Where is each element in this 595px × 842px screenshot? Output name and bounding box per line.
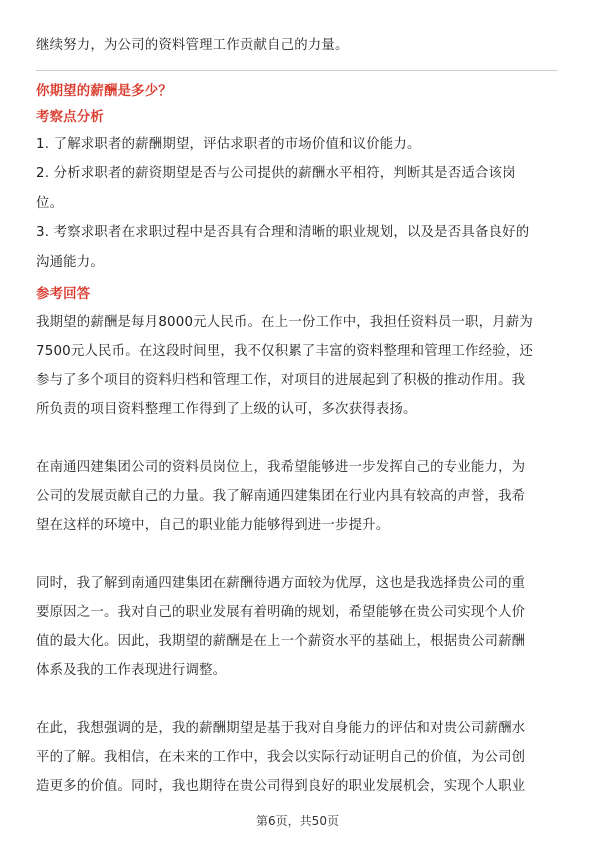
answer-line: 体系及我的工作表现进行调整。 [36, 663, 227, 678]
analysis-point: 1. 了解求职者的薪酬期望，评估求职者的市场价值和议价能力。 [36, 137, 421, 152]
section-divider [36, 70, 558, 71]
answer-line: 要原因之一。我对自己的职业发展有着明确的规划，希望能够在贵公司实现个人价 [36, 605, 526, 620]
answer-heading: 参考回答 [36, 287, 91, 302]
answer-line: 平的了解。我相信，在未来的工作中，我会以实际行动证明自己的价值，为公司创 [36, 750, 526, 765]
analysis-point: 3. 考察求职者在求职过程中是否具有合理和清晰的职业规划，以及是否具备良好的 [36, 225, 530, 240]
analysis-point: 沟通能力。 [36, 255, 104, 270]
question-heading: 你期望的薪酬是多少？ [36, 84, 172, 99]
answer-line: 公司的发展贡献自己的力量。我了解南通四建集团在行业内具有较高的声誉，我希 [36, 489, 526, 504]
answer-line: 造更多的价值。同时，我也期待在贵公司得到良好的职业发展机会，实现个人职业 [36, 779, 526, 794]
analysis-point: 位。 [36, 196, 64, 211]
answer-line: 值的最大化。因此，我期望的薪酬是在上一个薪资水平的基础上，根据贵公司薪酬 [36, 634, 526, 649]
answer-line: 在此，我想强调的是，我的薪酬期望是基于我对自身能力的评估和对贵公司薪酬水 [36, 721, 526, 736]
answer-line: 参与了多个项目的资料归档和管理工作，对项目的进展起到了积极的推动作用。我 [36, 373, 526, 388]
intro-line: 继续努力，为公司的资料管理工作贡献自己的力量。 [36, 38, 349, 53]
answer-line: 在南通四建集团公司的资料员岗位上，我希望能够进一步发挥自己的专业能力，为 [36, 460, 526, 475]
analysis-point: 2. 分析求职者的薪资期望是否与公司提供的薪酬水平相符，判断其是否适合该岗 [36, 166, 516, 181]
answer-line: 7500元人民币。在这段时间里，我不仅积累了丰富的资料整理和管理工作经验，还 [36, 344, 533, 359]
answer-line: 所负责的项目资料整理工作得到了上级的认可，多次获得表扬。 [36, 402, 417, 417]
analysis-heading: 考察点分析 [36, 110, 104, 125]
answer-line: 同时，我了解到南通四建集团在薪酬待遇方面较为优厚，这也是我选择贵公司的重 [36, 576, 526, 591]
page-number: 第6页，共50页 [256, 814, 339, 828]
answer-line: 望在这样的环境中，自己的职业能力能够得到进一步提升。 [36, 518, 390, 533]
answer-line: 我期望的薪酬是每月8000元人民币。在上一份工作中，我担任资料员一职，月薪为 [36, 315, 533, 330]
